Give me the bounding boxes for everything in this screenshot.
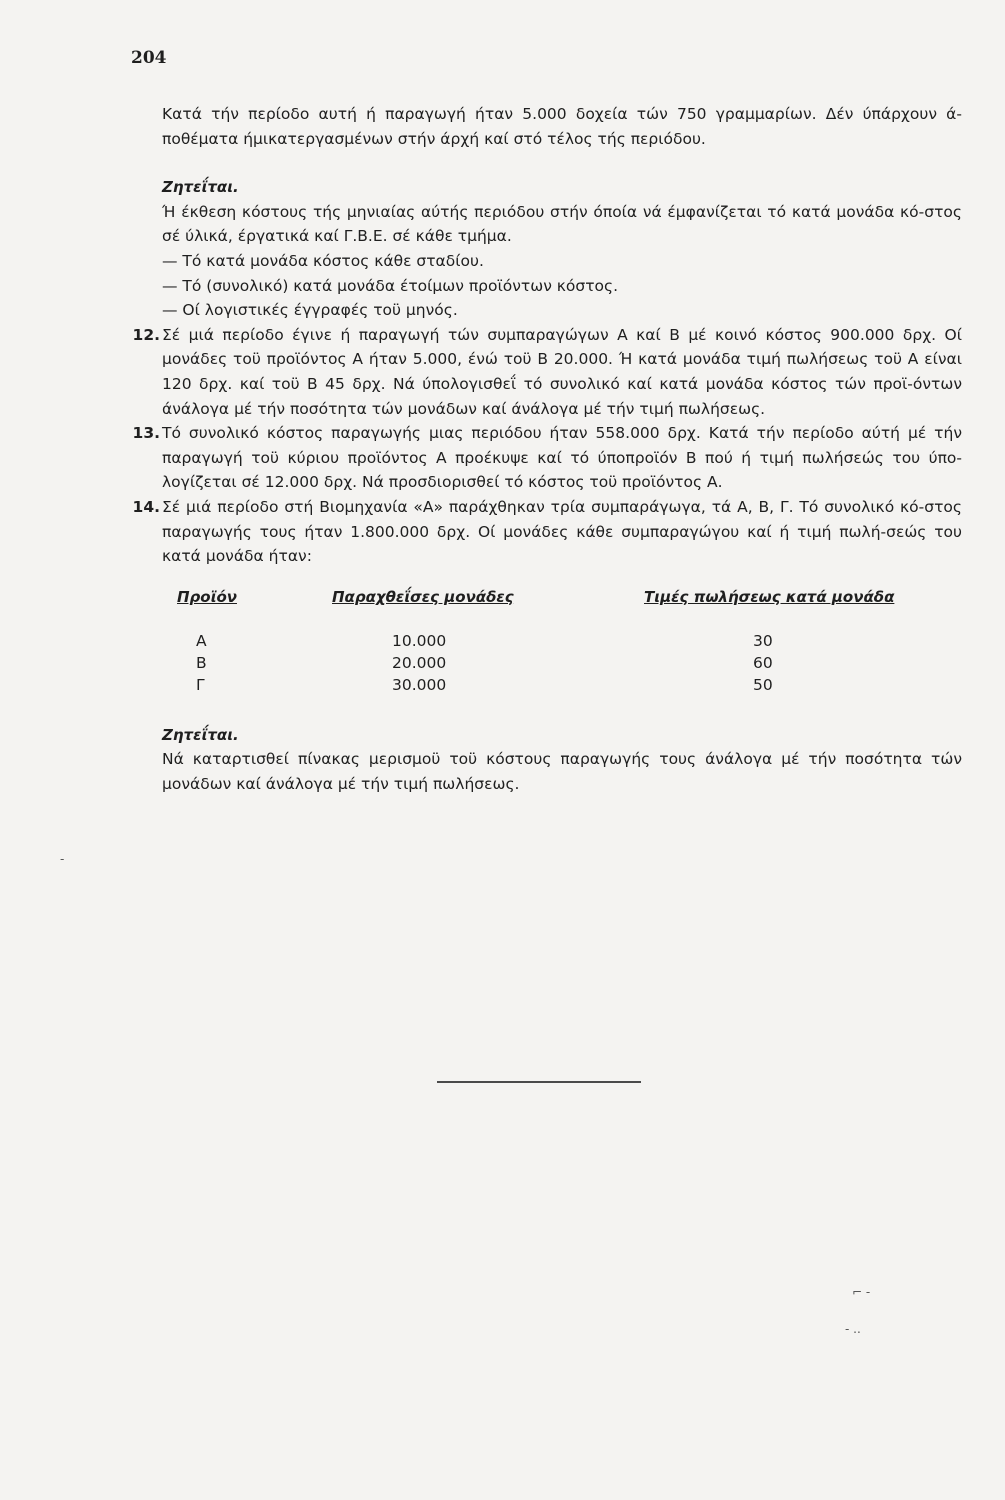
exercise-14	[132, 495, 962, 569]
dash-item: — Τό κατά μονάδα κόστος κάθε σταδίου.	[162, 251, 484, 270]
end-divider	[437, 1081, 641, 1083]
table-cell-units: 20.000	[392, 653, 447, 672]
exercise-number: 12.	[132, 325, 160, 344]
products-table	[162, 585, 962, 715]
table-row	[162, 629, 962, 651]
zitetai-heading-2: Ζητεΐται.	[162, 725, 239, 744]
exercise-text: Σέ μιά περίοδο στή Βιομηχανία «Α» παράχθηκαν τρία συμπαράγωγα, τά Α, Β, Γ. Τό συνολικό κό-στος παραγωγής τους ήταν 1.800.000 δρχ. Οί μονάδες κάθε συμπαραγώγου καί ή τιμή πωλή-σεώς του κατά μονάδα ήταν:	[162, 497, 962, 566]
table-row	[162, 651, 962, 673]
page-number: 204	[131, 48, 167, 68]
table-cell-product: Γ	[196, 675, 205, 694]
table-header-price: Τιμές πωλήσεως κατά μονάδα	[644, 587, 895, 606]
table-header-product: Προϊόν	[177, 587, 237, 606]
dash-item: — Οί λογιστικές έγγραφές τοϋ μηνός.	[162, 301, 458, 320]
table-cell-price: 60	[753, 653, 773, 672]
margin-mark: -	[60, 852, 65, 866]
exercise-12	[132, 323, 962, 421]
table-row	[162, 673, 962, 695]
table-cell-units: 30.000	[392, 675, 447, 694]
zitetai-text: Ή έκθεση κόστους τής μηνιαίας αύτής περιόδου στήν όποία νά έμφανίζεται τό κατά μονάδα κό-στος σέ ύλικά, έργατικά καί Γ.Β.Ε. σέ κάθε τμήμα.	[162, 202, 962, 246]
table-cell-price: 50	[753, 675, 773, 694]
exercise-text: Τό συνολικό κόστος παραγωγής μιας περιόδου ήταν 558.000 δρχ. Κατά τήν περίοδο αύτή μέ τήν παραγωγή τοϋ κύριου προϊόντος Α προέκυψε καί τό ύποπροϊόν Β πού ή τιμή πωλήσεώς του ύπο-λογίζεται σέ 12.000 δρχ. Νά προσδιορισθεί τό κόστος τοϋ προϊόντος Α.	[162, 424, 962, 492]
table-cell-product: Β	[196, 653, 207, 672]
margin-mark: ⌐ -	[852, 1285, 871, 1299]
table-cell-price: 30	[753, 631, 773, 650]
exercise-13	[132, 421, 962, 495]
zitetai-heading: Ζητεΐται.	[162, 178, 239, 197]
table-header-units: Παραχθεΐσες μονάδες	[332, 587, 514, 606]
dash-item: — Τό (συνολικό) κατά μονάδα έτοίμων προϊόντων κόστος.	[162, 276, 619, 295]
exercise-text: Σέ μιά περίοδο έγινε ή παραγωγή τών συμπαραγώγων Α καί Β μέ κοινό κόστος 900.000 δρχ. Οί μονάδες τοϋ προϊόντος Α ήταν 5.000, ένώ τοϋ Β 20.000. Ή κατά μονάδα τιμή πωλήσεως τοϋ Α είναι 120 δρχ. καί τοϋ Β 45 δρχ. Νά ύπολογισθεΐ τό συνολικό καί κατά μονάδα κόστος τών προϊ-όντων άνάλογα μέ τήν ποσότητα τών μονάδων καί άνάλογα μέ τήν τιμή πωλήσεως.	[162, 325, 962, 418]
intro-paragraph: Κατά τήν περίοδο αυτή ή παραγωγή ήταν 5.000 δοχεία τών 750 γραμμαρίων. Δέν ύπάρχουν ά-ποθέματα ήμικατεργασμένων στήν άρχή καί στό τέλος τής περιόδου.	[162, 105, 962, 148]
table-cell-product: Α	[196, 631, 207, 650]
page-content	[132, 102, 962, 796]
table-cell-units: 10.000	[392, 631, 447, 650]
exercise-number: 14.	[132, 497, 160, 516]
margin-mark: - ..	[845, 1322, 861, 1336]
exercise-number: 13.	[132, 424, 160, 443]
zitetai-text-2: Νά καταρτισθεί πίνακας μερισμοϋ τοϋ κόστους παραγωγής τους άνάλογα μέ τήν ποσότητα τών μονάδων καί άνάλογα μέ τήν τιμή πωλήσεως.	[162, 750, 962, 793]
